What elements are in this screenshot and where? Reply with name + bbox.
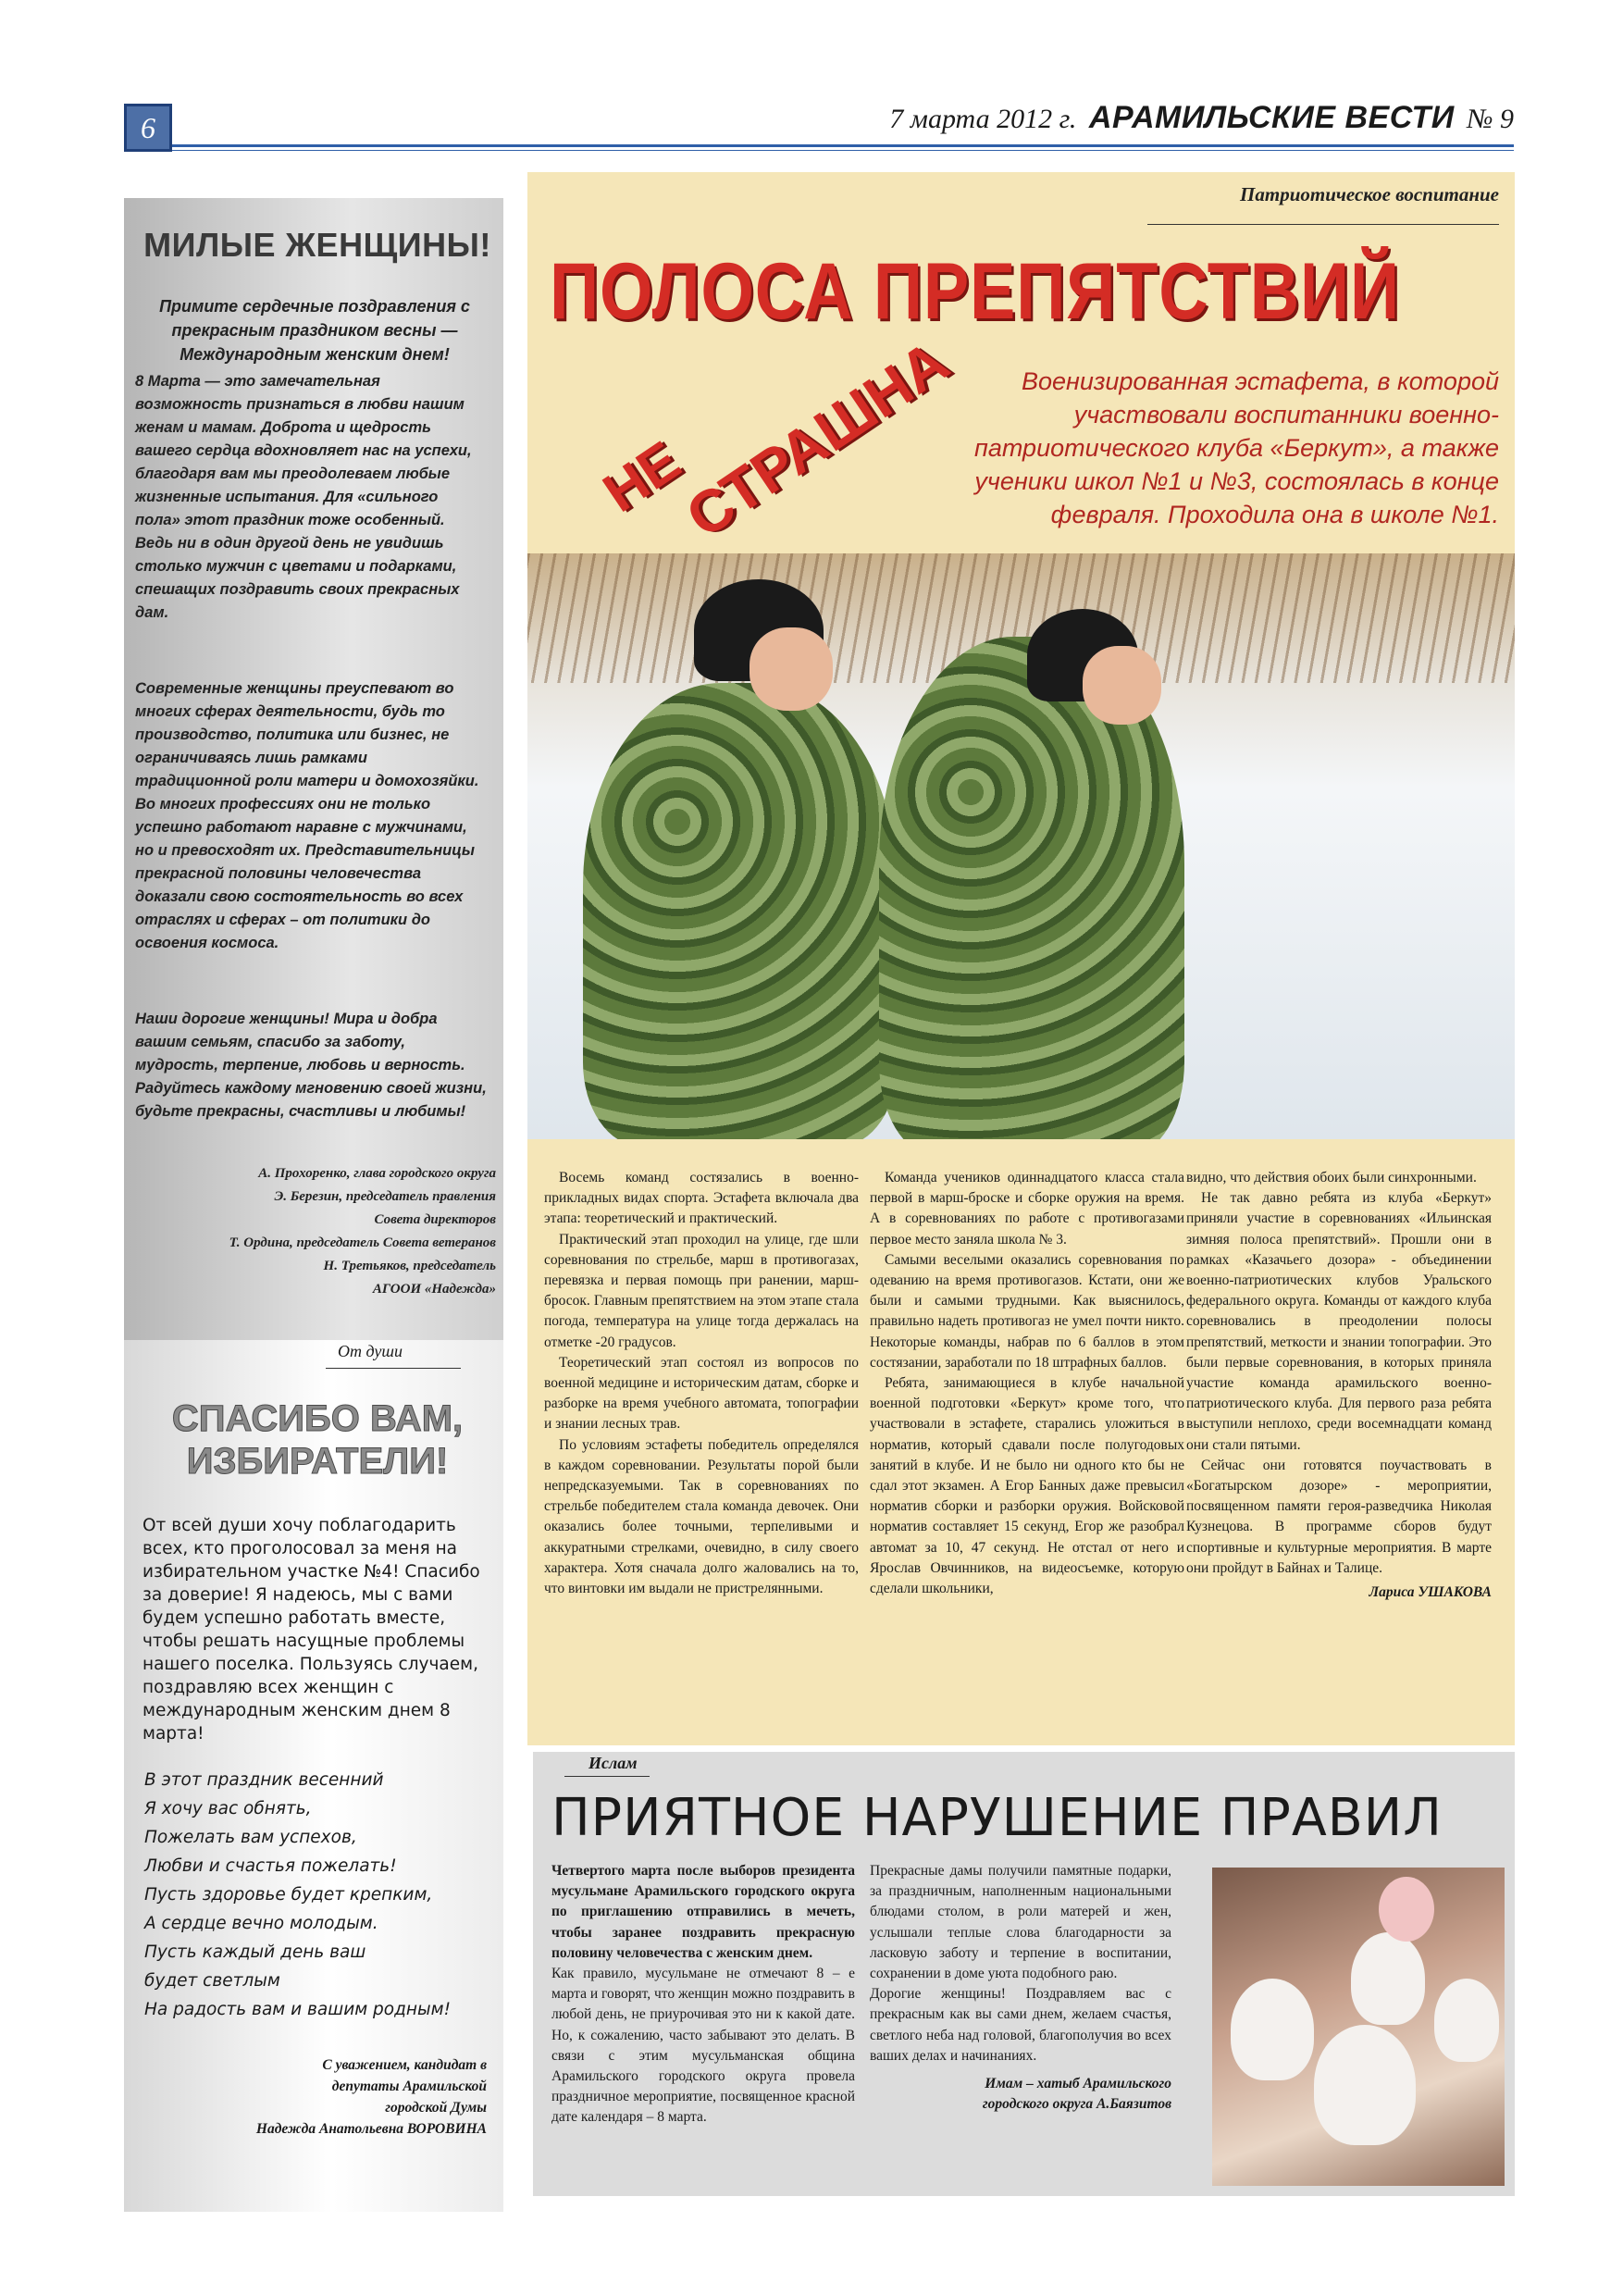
paragraph: Прекрасные дамы получили памятные подарки, за праздничным, наполненным национальными блюдами столом, в роли матерей и жен, услышали теплые слова благодарности за ласковую заботу и терпение в воспитании, сохранении в доме уюта подобного раю. [870,1863,1171,1982]
masthead [889,100,1514,136]
signature-line: Совета директоров [374,1212,496,1227]
cadet-face [1083,646,1161,725]
women-signatures [139,1162,496,1301]
paragraph: Дорогие женщины! Поздравляем вас с прекрасным как вы сами днем, желаем счастья, светлого неба над головой, благополучия во всех ваших делах и начинаниях. [870,1986,1171,2064]
cadet-face [750,627,833,711]
paragraph: Восемь команд состязались в военно-прикладных видах спорта. Эстафета включала два этапа: теоретический и практический. [544,1170,859,1227]
page-number: 6 [124,104,172,152]
poem-line: В этот праздник весенний [144,1770,384,1790]
thanks-title-line: ИЗБИРАТЕЛИ! [186,1441,449,1482]
poem-line: Любви и счастья пожелать! [144,1856,397,1876]
women-title: МИЛЫЕ ЖЕНЩИНЫ! [143,226,491,264]
islam-column-2 [870,1861,1171,2115]
islam-rubric-rule [564,1776,650,1777]
headline-strashna: СТРАШНА [674,327,960,551]
thanks-title [135,1397,500,1483]
poem-line: Пусть каждый день ваш [144,1942,366,1962]
paragraph: Команда учеников одиннадцатого класса стала первой в марш-броске и сборке оружия на время. А в соревнованиях по работе с противогазами первое место заняла школа № 3. [870,1170,1184,1247]
signature-line: депутаты Арамильской [331,2079,487,2094]
woman-figure [1351,1932,1425,2025]
paragraph: видно, что действия обоих были синхронными. [1186,1170,1477,1185]
article-author: Лариса УШАКОВА [1369,1584,1492,1601]
paragraph: Практический этап проходил на улице, где шли соревнования по стрельбе, марш в противогазах, перевязка и первая помощь при ранении, марш-бросок. Главным препятствием на этом этапе стала погода, температура на улице тогда держалась на отметке -20 градусов. [544,1231,859,1350]
article-column-2 [870,1168,1184,1599]
signature-line: Имам – хатыб Арамильского [985,2076,1171,2092]
signature-line: АГООИ «Надежда» [372,1282,496,1297]
women-paragraph-1: 8 Марта — это замечательная возможность признаться в любви нашим женам и мамам. Доброта и щедрость вашего сердца вдохновляет нас на успехи, благодаря вам мы преодолеваем любые жизненные испытания. Для «сильного пола» этот праздник тоже особенный. Ведь ни в один другой день не увидишь столько мужчин с цветами и подарками, спешащих поздравить своих прекрасных дам. [135,373,472,621]
paragraph: Теоретический этап состоял из вопросов по военной медицине и историческим датам, сборке и разборке на время учебного автомата, топографии и знании лесных трав. [544,1354,859,1433]
poem-line: А сердце вечно молодым. [144,1914,378,1933]
issue-date: 7 марта 2012 г. [889,104,1077,134]
women-paragraph-3: Наши дорогие женщины! Мира и добра вашим семьям, спасибо за заботу, мудрость, терпение, любовь и верность. Радуйтесь каждому мгновению своей жизни, будьте прекрасны, счастливы и любимы! [135,1011,487,1120]
women-paragraph-2: Современные женщины преуспевают во многих сферах деятельности, будь то производство, политика или бизнес, не ограничиваясь лишь рамками традиционной роли матери и домохозяйки. Во многих профессиях они не только успешно работают наравне с мужчинами, но и превосходят их. Представительницы прекрасной половины человечества доказали свою состоятельность во всех отраслях и сферах – от политики до освоения космоса. [135,680,479,951]
poem-line: На радость вам и вашим родным! [144,2000,451,2019]
paragraph: Не так давно ребята из клуба «Беркут» приняли участие в соревнованиях «Ильинская зимняя полоса препятствий». Прошли они в рамках «Казачьего дозора» - объединении военно-патриотических клубов Уральского федерального округа. Команды от каждого клуба соревновались в преодолении полосы препятствий, меткости и знании топографии. Это были первые соревнования, в которых приняла участие команда арамильского военно-патриотического клуба. Для первого раза ребята выступили неплохо, среди восемнадцати команд они стали пятыми. [1186,1190,1492,1453]
thanks-body: От всей души хочу поблагодарить всех, кто проголосовал за меня на избирательном участке №4! Спасибо за доверие! Я надеюсь, мы с вами будем успешно работать вместе, чтобы решать насущные проблемы нашего поселка. Пользуясь случаем, поздравляю всех женщин с международным женским днем 8 марта! [142,1516,480,1744]
mosque-women-photo [1212,1868,1505,2186]
paragraph: Как правило, мусульмане не отмечают 8 – е марта и говорят, что женщин можно поздравить в любой день, не приурочивая это ни к какой дате. Но, к сожалению, часто забывают это делать. В связи с этим мусульманская община Арамильского городского округа провела праздничное мероприятие, посвященное красной дате календаря – 8 марта. [551,1966,855,2126]
islam-column-1 [551,1861,855,2128]
islam-lead: Четвертого марта после выборов президента мусульмане Арамильского городского округа по приглашению отправились в мечеть, чтобы заранее поздравить прекрасную половину человечества с женским днем. [551,1863,855,1961]
woman-figure [1231,1979,1314,2080]
thanks-title-line: СПАСИБО ВАМ, [171,1398,464,1439]
thanks-rubric: От души [338,1342,403,1360]
cadet-figure [583,683,898,1139]
header-rule [172,144,1514,147]
main-rubric-rule [1147,224,1499,225]
paper-name: АРАМИЛЬСКИЕ ВЕСТИ [1088,100,1455,135]
cadets-running-photo [527,553,1515,1139]
islam-rubric: Ислам [588,1754,638,1772]
main-lead: Военизированная эстафета, в которой участвовали воспитанники военно-патриотического клуба «Беркут», а также ученики школ №1 и №3, состоялась в конце февраля. Проходила она в школе №1. [973,367,1499,528]
paragraph: Самыми веселыми оказались соревнования по одеванию на время противогазов. Кстати, они же были и самыми трудными. Как выяснилось, правильно надеть противогаз не умел почти никто. Некоторые команды, набрав по 6 баллов в этом состязании, заработали по 18 штрафных баллов. [870,1251,1184,1371]
signature-line: городского округа А.Баязитов [982,2096,1171,2113]
signature-line: городской Думы [385,2100,487,2116]
header-rule-thin [172,150,1514,151]
signature-line: Н. Третьяков, председатель [323,1259,496,1273]
thanks-signature [139,2054,487,2140]
article-column-1 [544,1168,859,1599]
headline-ne: НЕ [592,428,691,524]
paragraph: Ребята, занимающиеся в клубе начальной военной подготовки «Беркут» кроме того, что участвовали в эстафете, старались уложиться в норматив, который сдавали после полугодовых занятий в клубе. И не было ни одного кто бы не сдал этот экзамен. А Егор Банных даже превысил норматив сборки и разборки оружия. Войсковой норматив составляет 15 секунд, Егор же разобрал автомат за 10, 47 секунд. Не отстал от него и Ярослав Овчинников, на видеосъемке, которую сделали школьники, [870,1375,1184,1597]
woman-figure [1434,1979,1499,2062]
islam-signature [870,2074,1171,2115]
poem [144,1766,496,2024]
paragraph: Сейчас они готовятся поучаствовать в «Богатырском дозоре» - мероприятии, посвященном памяти героя-разведчика Николая Кузнецова. В программе сборов будут спортивные и культурные мероприятия. В марте они пройдут в Байнах и Талице. [1186,1457,1492,1576]
main-rubric: Патриотическое воспитание [1240,183,1499,205]
signature-line: Э. Березин, председатель правления [274,1189,496,1204]
woman-figure [1314,2025,1416,2145]
poem-line: Пожелать вам успехов, [144,1828,357,1847]
women-intro: Примите сердечные поздравления с прекрасным праздником весны — Международным женским днем! [159,297,470,364]
signature-line: Т. Ордина, председатель Совета ветеранов [229,1235,496,1250]
poem-line: будет светлым [144,1971,280,1991]
poem-line: Пусть здоровье будет крепким, [144,1885,433,1905]
poem-line: Я хочу вас обнять, [144,1799,312,1818]
main-headline: ПОЛОСА ПРЕПЯТСТВИЙ [550,247,1401,336]
signature-line: С уважением, кандидат в [322,2057,487,2073]
woman-figure [1379,1877,1434,1942]
issue-number: № 9 [1467,104,1514,134]
thanks-rubric-rule [326,1368,461,1369]
paragraph: По условиям эстафеты победитель определялся в каждом соревновании. Результаты порой были непредсказуемыми. Так в соревнованиях по стрельбе победителем стала команда девочек. Они оказались более точными, терпеливыми и аккуратными стрелками, очевидно, в силу своего характера. Хотя сначала долго жаловались на то, что винтовки им выдали не пристрелянными. [544,1436,859,1597]
islam-title: ПРИЯТНОЕ НАРУШЕНИЕ ПРАВИЛ [551,1788,1443,1848]
signature-line: А. Прохоренко, глава городского округа [258,1166,496,1181]
signature-line: Надежда Анатольевна ВОРОВИНА [255,2121,487,2137]
article-column-3 [1186,1168,1492,1603]
